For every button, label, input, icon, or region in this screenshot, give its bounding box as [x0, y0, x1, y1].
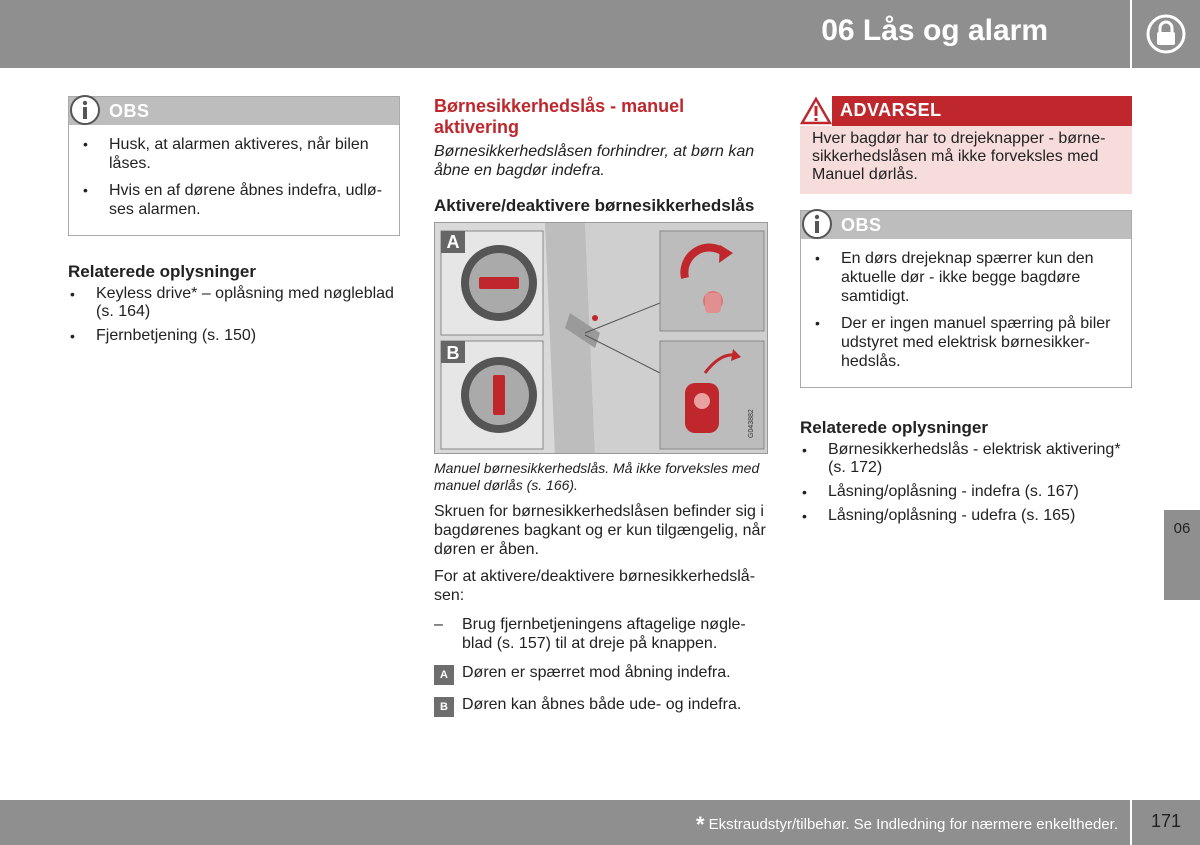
info-icon: [801, 208, 833, 240]
figure-label-b: B: [446, 343, 460, 363]
step-item: – Brug fjernbetjeningens aftagelige nøgle-blad (s. 157) til at dreje på knappen.: [434, 616, 746, 652]
obs-label: OBS: [109, 101, 150, 121]
footnote: [696, 812, 1118, 838]
intro-text: Børnesikkerhedslåsen forhindrer, at børn kan åbne en bagdør indefra.: [434, 143, 755, 179]
related-info: [800, 418, 1132, 525]
chapter-icon-box: [1132, 0, 1200, 68]
figure-code: G043882: [748, 409, 755, 438]
list-item: • Der er ingen manuel spærring på biler udstyret med elektrisk børnesikker-hedslås.: [815, 315, 1111, 370]
related-heading: Relaterede oplysninger: [800, 418, 989, 437]
warning-box: [800, 96, 1132, 194]
badge-a: A: [434, 665, 454, 685]
column-left: [68, 96, 400, 351]
column-middle: [434, 96, 768, 717]
chapter-header: [0, 0, 1130, 68]
related-heading: Relaterede oplysninger: [68, 262, 257, 281]
warning-triangle-icon: [800, 96, 832, 126]
badge-b: B: [434, 697, 454, 717]
warning-label: ADVARSEL: [840, 100, 942, 120]
related-link[interactable]: • Børnesikkerhedslås - elektrisk aktivering* (s. 172): [802, 441, 1121, 476]
list-item: • Hvis en af dørene åbnes indefra, udlø-ses alarmen.: [83, 182, 383, 218]
chapter-title: 06 Lås og alarm: [821, 14, 1048, 47]
obs-note-box: [800, 210, 1132, 388]
child-lock-illustration: [434, 222, 768, 454]
obs-note-box: [68, 96, 400, 236]
illustration-drawing: [435, 223, 768, 454]
footnote-star: *: [696, 812, 705, 837]
obs-body: [69, 125, 399, 235]
subheading: Aktivere/deaktivere børnesikkerhedslås: [434, 196, 755, 215]
state-item-b: B Døren kan åbnes både ude- og indefra.: [434, 695, 768, 717]
related-link[interactable]: • Låsning/oplåsning - indefra (s. 167): [802, 483, 1079, 500]
related-link[interactable]: • Låsning/oplåsning - udefra (s. 165): [802, 507, 1076, 524]
obs-header: [69, 97, 399, 125]
column-right: [800, 96, 1132, 531]
padlock-icon: [1146, 14, 1186, 54]
info-icon: [69, 94, 101, 126]
paragraph: Skruen for børnesikkerhedslåsen befinder sig i bagdørenes bagkant og er kun tilgængelig, når døren er åben.: [434, 503, 766, 558]
related-link[interactable]: • Keyless drive* – oplåsning med nøgleblad (s. 164): [70, 285, 394, 320]
warning-header: [800, 96, 1132, 126]
figure-label-a: A: [446, 232, 460, 252]
footnote-text: Ekstraudstyr/tilbehør. Se Indledning for nærmere enkeltheder.: [708, 816, 1118, 833]
related-info: [68, 262, 400, 345]
obs-header: [801, 211, 1131, 239]
figure-caption: Manuel børnesikkerhedslås. Må ikke forveksles med manuel dørlås (s. 166).: [434, 460, 760, 493]
list-item: • En dørs drejeknap spærrer kun den aktuelle dør - ikke begge bagdøre samtidigt.: [815, 250, 1094, 305]
obs-body: [801, 239, 1131, 387]
section-heading: Børnesikkerhedslås - manuel aktivering: [434, 96, 685, 137]
obs-label: OBS: [841, 215, 882, 235]
list-item: • Husk, at alarmen aktiveres, når bilen låses.: [83, 136, 369, 172]
page-footer: [0, 800, 1130, 845]
warning-text: Hver bagdør har to drejeknapper - børne-sikkerhedslåsen må ikke forveksles med Manuel dørlås.: [800, 126, 1132, 194]
state-item-a: A Døren er spærret mod åbning indefra.: [434, 663, 768, 685]
page-number: 171: [1132, 800, 1200, 845]
chapter-side-tab: 06: [1164, 510, 1200, 600]
related-link[interactable]: • Fjernbetjening (s. 150): [70, 327, 257, 344]
paragraph: For at aktivere/deaktivere børnesikkerhedslå-sen:: [434, 568, 756, 604]
